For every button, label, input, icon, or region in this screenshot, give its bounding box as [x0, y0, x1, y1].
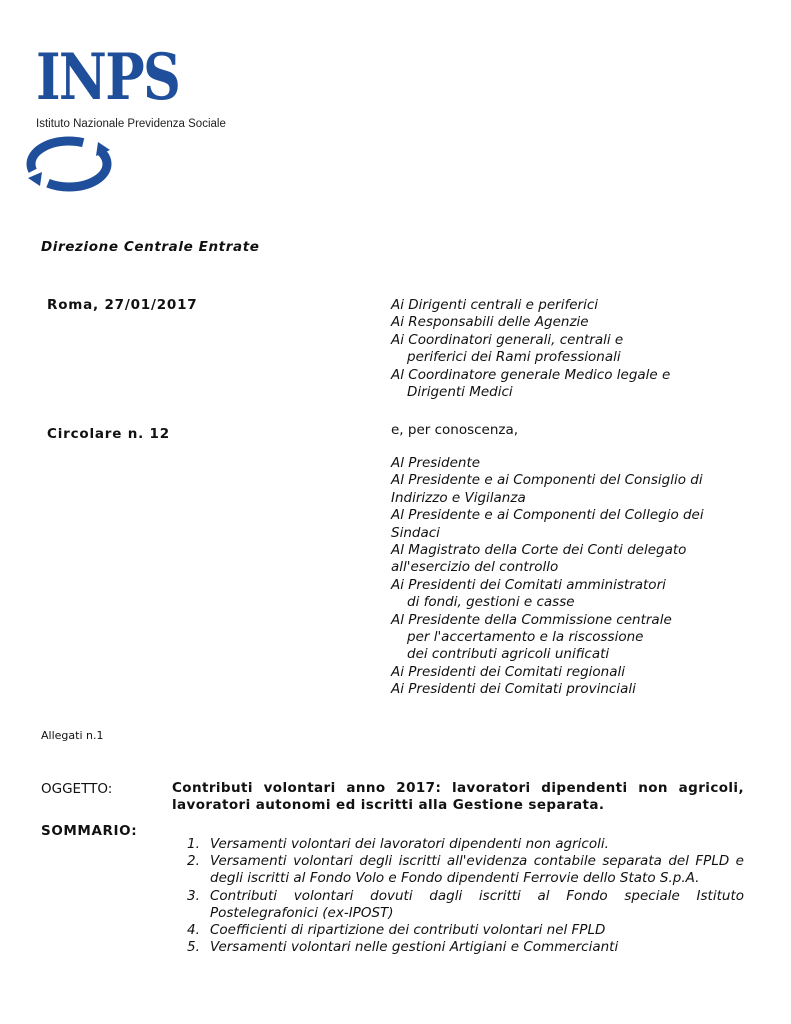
recipient-line: dei contributi agricoli unificati	[407, 646, 610, 663]
summary-item	[182, 888, 744, 922]
summary-item-number: 4.	[187, 922, 200, 939]
recipient-line: Ai Presidenti dei Comitati regionali	[391, 663, 625, 680]
recipient-line: Ai Responsabili delle Agenzie	[391, 314, 589, 331]
summary-item-text: Versamenti volontari nelle gestioni Artigiani e Commercianti	[210, 939, 619, 956]
summary-item-number: 3.	[187, 887, 200, 904]
recipient-line: di fondi, gestioni e casse	[407, 594, 575, 611]
cc-label: e, per conoscenza,	[391, 422, 519, 438]
recipient-line: Ai Coordinatori generali, centrali e	[391, 331, 624, 348]
recipient-line: Ai Dirigenti centrali e periferici	[391, 297, 598, 313]
recipient-line: Sindaci	[391, 524, 440, 541]
summary-item-text: Contributi volontari dovuti dagli iscritti al Fondo speciale Istituto Postelegrafonici (ex-IPOST)	[210, 887, 744, 921]
summary-item	[182, 836, 744, 853]
recipient-line: Indirizzo e Vigilanza	[391, 489, 526, 506]
summary-item-text: Versamenti volontari degli iscritti all'evidenza contabile separata del FPLD e degli iscritti al Fondo Volo e Fondo dipendenti Ferrovie dello Stato S.p.A.	[210, 853, 744, 887]
recipient-line: Ai Presidenti dei Comitati amministratori	[391, 576, 666, 593]
recipient-line: Al Presidente della Commissione centrale	[391, 611, 672, 628]
recipient-line: all'esercizio del controllo	[391, 559, 559, 576]
cc-recipients-list	[391, 455, 771, 699]
recipient-line: Ai Presidenti dei Comitati provinciali	[391, 681, 636, 698]
recipient-line: Al Presidente	[391, 455, 481, 471]
recipient-line: Dirigenti Medici	[407, 384, 513, 401]
circular-number: Circolare n. 12	[47, 426, 170, 442]
recipient-line: Al Presidente e ai Componenti del Collegio dei	[391, 507, 704, 524]
summary-item-text: Coefficienti di ripartizione dei contributi volontari nel FPLD	[210, 922, 606, 939]
summary-item	[182, 939, 744, 956]
recipient-line: periferici dei Rami professionali	[407, 349, 621, 366]
place-date: Roma, 27/01/2017	[47, 297, 198, 313]
recipient-line: Al Magistrato della Corte dei Conti delegato	[391, 542, 687, 559]
attachments-note: Allegati n.1	[41, 729, 104, 742]
logo-wordmark: INPS	[36, 40, 180, 115]
summary-item	[182, 922, 744, 939]
summary-list	[182, 836, 744, 956]
inps-logo	[26, 40, 266, 194]
summary-item-number: 5.	[187, 939, 200, 956]
recipient-line: per l'accertamento e la riscossione	[407, 629, 644, 646]
institution-name: Istituto Nazionale Previdenza Sociale	[36, 118, 226, 130]
recipient-line: Al Coordinatore generale Medico legale e	[391, 366, 671, 383]
inps-emblem-icon	[26, 136, 112, 192]
recipient-line: Al Presidente e ai Componenti del Consiglio di	[391, 472, 703, 489]
recipients-list	[391, 297, 771, 401]
summary-item-text: Versamenti volontari dei lavoratori dipendenti non agricoli.	[210, 836, 609, 852]
summary-item-number: 2.	[187, 853, 200, 870]
summary-item	[182, 853, 744, 887]
department-heading: Direzione Centrale Entrate	[41, 239, 260, 255]
summary-label: SOMMARIO:	[41, 823, 138, 839]
summary-item-number: 1.	[187, 836, 200, 852]
subject-text: Contributi volontari anno 2017: lavoratori dipendenti non agricoli, lavoratori autonomi ed iscritti alla Gestione separata.	[172, 780, 744, 813]
subject-label: OGGETTO:	[41, 781, 113, 797]
